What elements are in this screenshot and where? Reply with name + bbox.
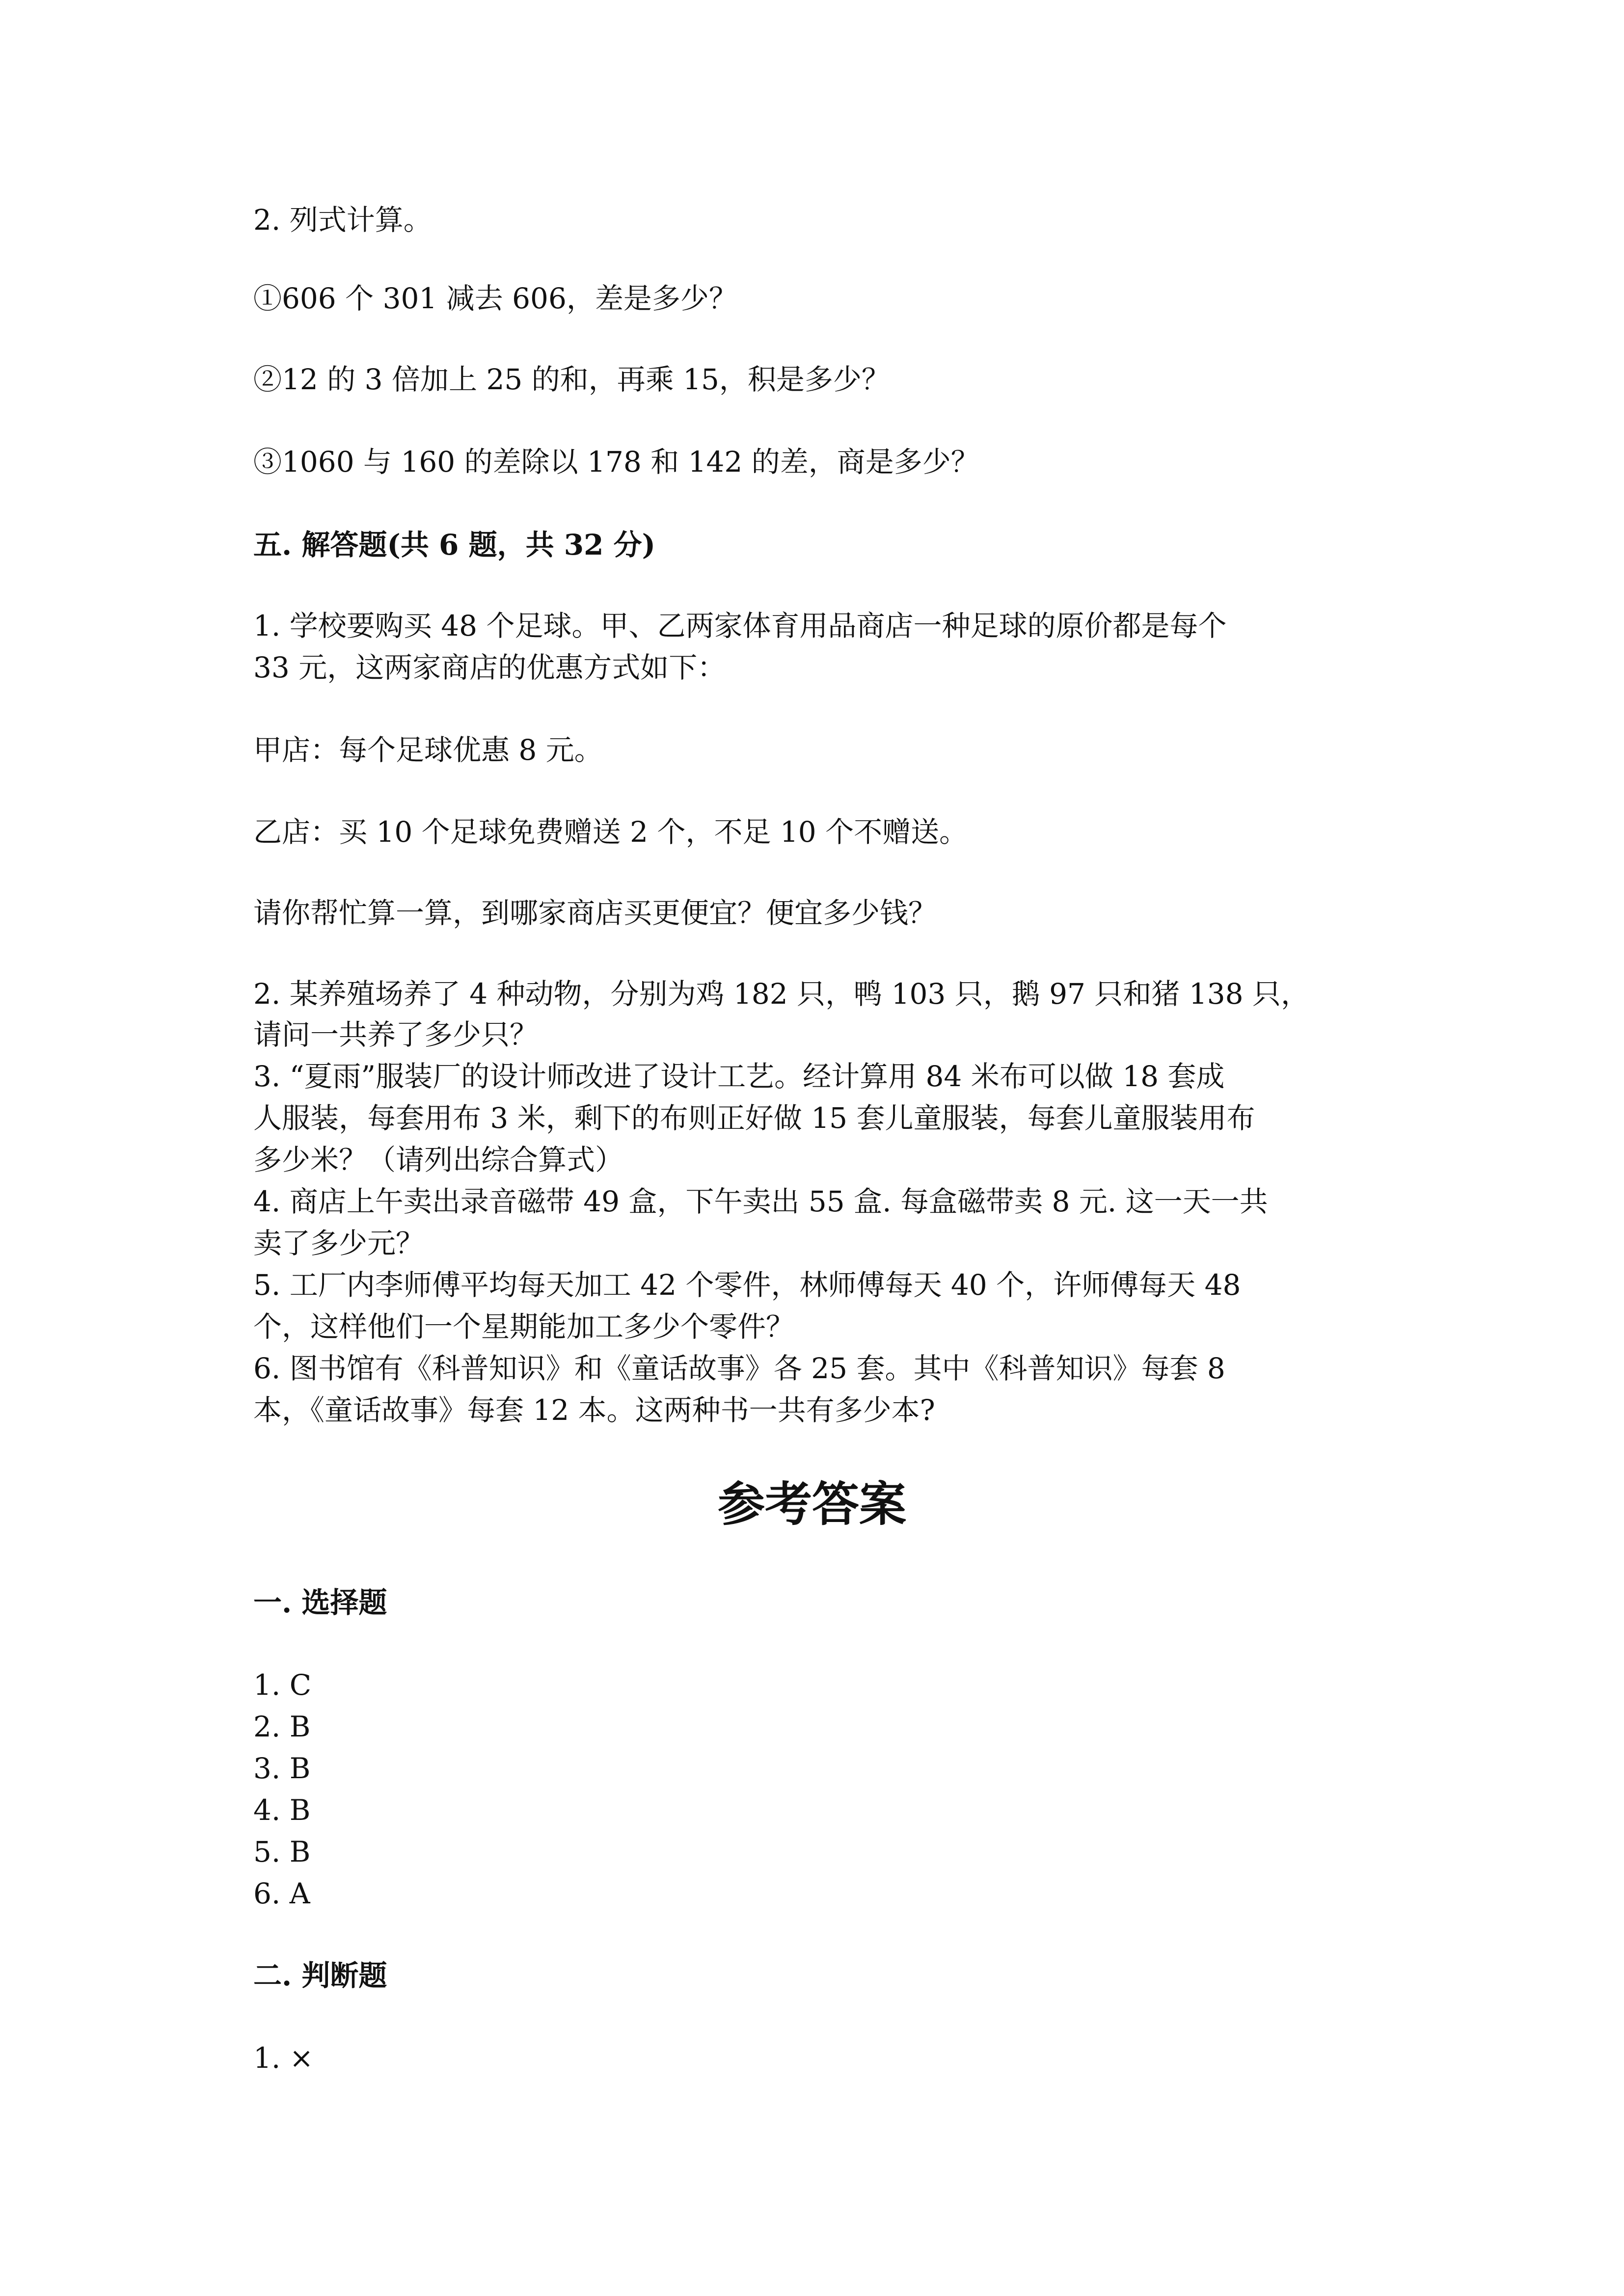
q2-line-2: 请问一共养了多少只？: [253, 1018, 539, 1051]
section5-heading: 五. 解答题(共 6 题，共 32 分): [253, 528, 656, 561]
q5-line-2: 个，这样他们一个星期能加工多少个零件？: [253, 1310, 795, 1343]
calc-heading: 2. 列式计算。: [253, 203, 432, 237]
choice-answer-3: 3. B: [253, 1752, 311, 1785]
choice-answer-6: 6. A: [253, 1877, 310, 1910]
choice-answer-2: 2. B: [253, 1710, 311, 1743]
judge-answer-1: 1. ×: [253, 2041, 314, 2075]
choice-answer-4: 4. B: [253, 1793, 311, 1827]
q1-ask: 请你帮忙算一算，到哪家商店买更便宜？便宜多少钱？: [253, 896, 937, 930]
choice-answer-1: 1. C: [253, 1668, 312, 1702]
choice-heading: 一. 选择题: [253, 1586, 387, 1619]
q3-line-2: 人服装，每套用布 3 米，剩下的布则正好做 15 套儿童服装，每套儿童服装用布: [253, 1101, 1255, 1135]
judge-heading: 二. 判断题: [253, 1959, 387, 1992]
q1-line-1: 1. 学校要购买 48 个足球。甲、乙两家体育用品商店一种足球的原价都是每个: [253, 609, 1227, 642]
q6-line-1: 6. 图书馆有《科普知识》和《童话故事》各 25 套。其中《科普知识》每套 8: [253, 1352, 1225, 1385]
q1-shop-a: 甲店：每个足球优惠 8 元。: [253, 733, 603, 767]
q3-line-1: 3. “夏雨”服装厂的设计师改进了设计工艺。经计算用 84 米布可以做 18 套成: [253, 1060, 1225, 1093]
choice-answer-5: 5. B: [253, 1835, 311, 1869]
q3-line-3: 多少米？（请列出综合算式）: [253, 1143, 624, 1176]
q6-line-2: 本，《童话故事》每套 12 本。这两种书一共有多少本?: [253, 1393, 935, 1427]
q4-line-1: 4. 商店上午卖出录音磁带 49 盒，下午卖出 55 盒. 每盒磁带卖 8 元. 这一天一共: [253, 1185, 1268, 1218]
answers-title: 参考答案: [718, 1476, 906, 1532]
calc-item-1: ①606 个 301 减去 606，差是多少？: [253, 282, 737, 315]
q1-line-2: 33 元，这两家商店的优惠方式如下：: [253, 651, 726, 684]
q4-line-2: 卖了多少元？: [253, 1227, 425, 1260]
q5-line-1: 5. 工厂内李师傅平均每天加工 42 个零件，林师傅每天 40 个，许师傅每天 48: [253, 1268, 1241, 1302]
q2-line-1: 2. 某养殖场养了 4 种动物，分别为鸡 182 只，鸭 103 只，鹅 97 只和猪 138 只，: [253, 977, 1309, 1011]
calc-item-2: ②12 的 3 倍加上 25 的和，再乘 15，积是多少？: [253, 363, 890, 396]
q1-shop-b: 乙店：买 10 个足球免费赠送 2 个，不足 10 个不赠送。: [253, 815, 968, 849]
calc-item-3: ③1060 与 160 的差除以 178 和 142 的差，商是多少？: [253, 445, 979, 479]
